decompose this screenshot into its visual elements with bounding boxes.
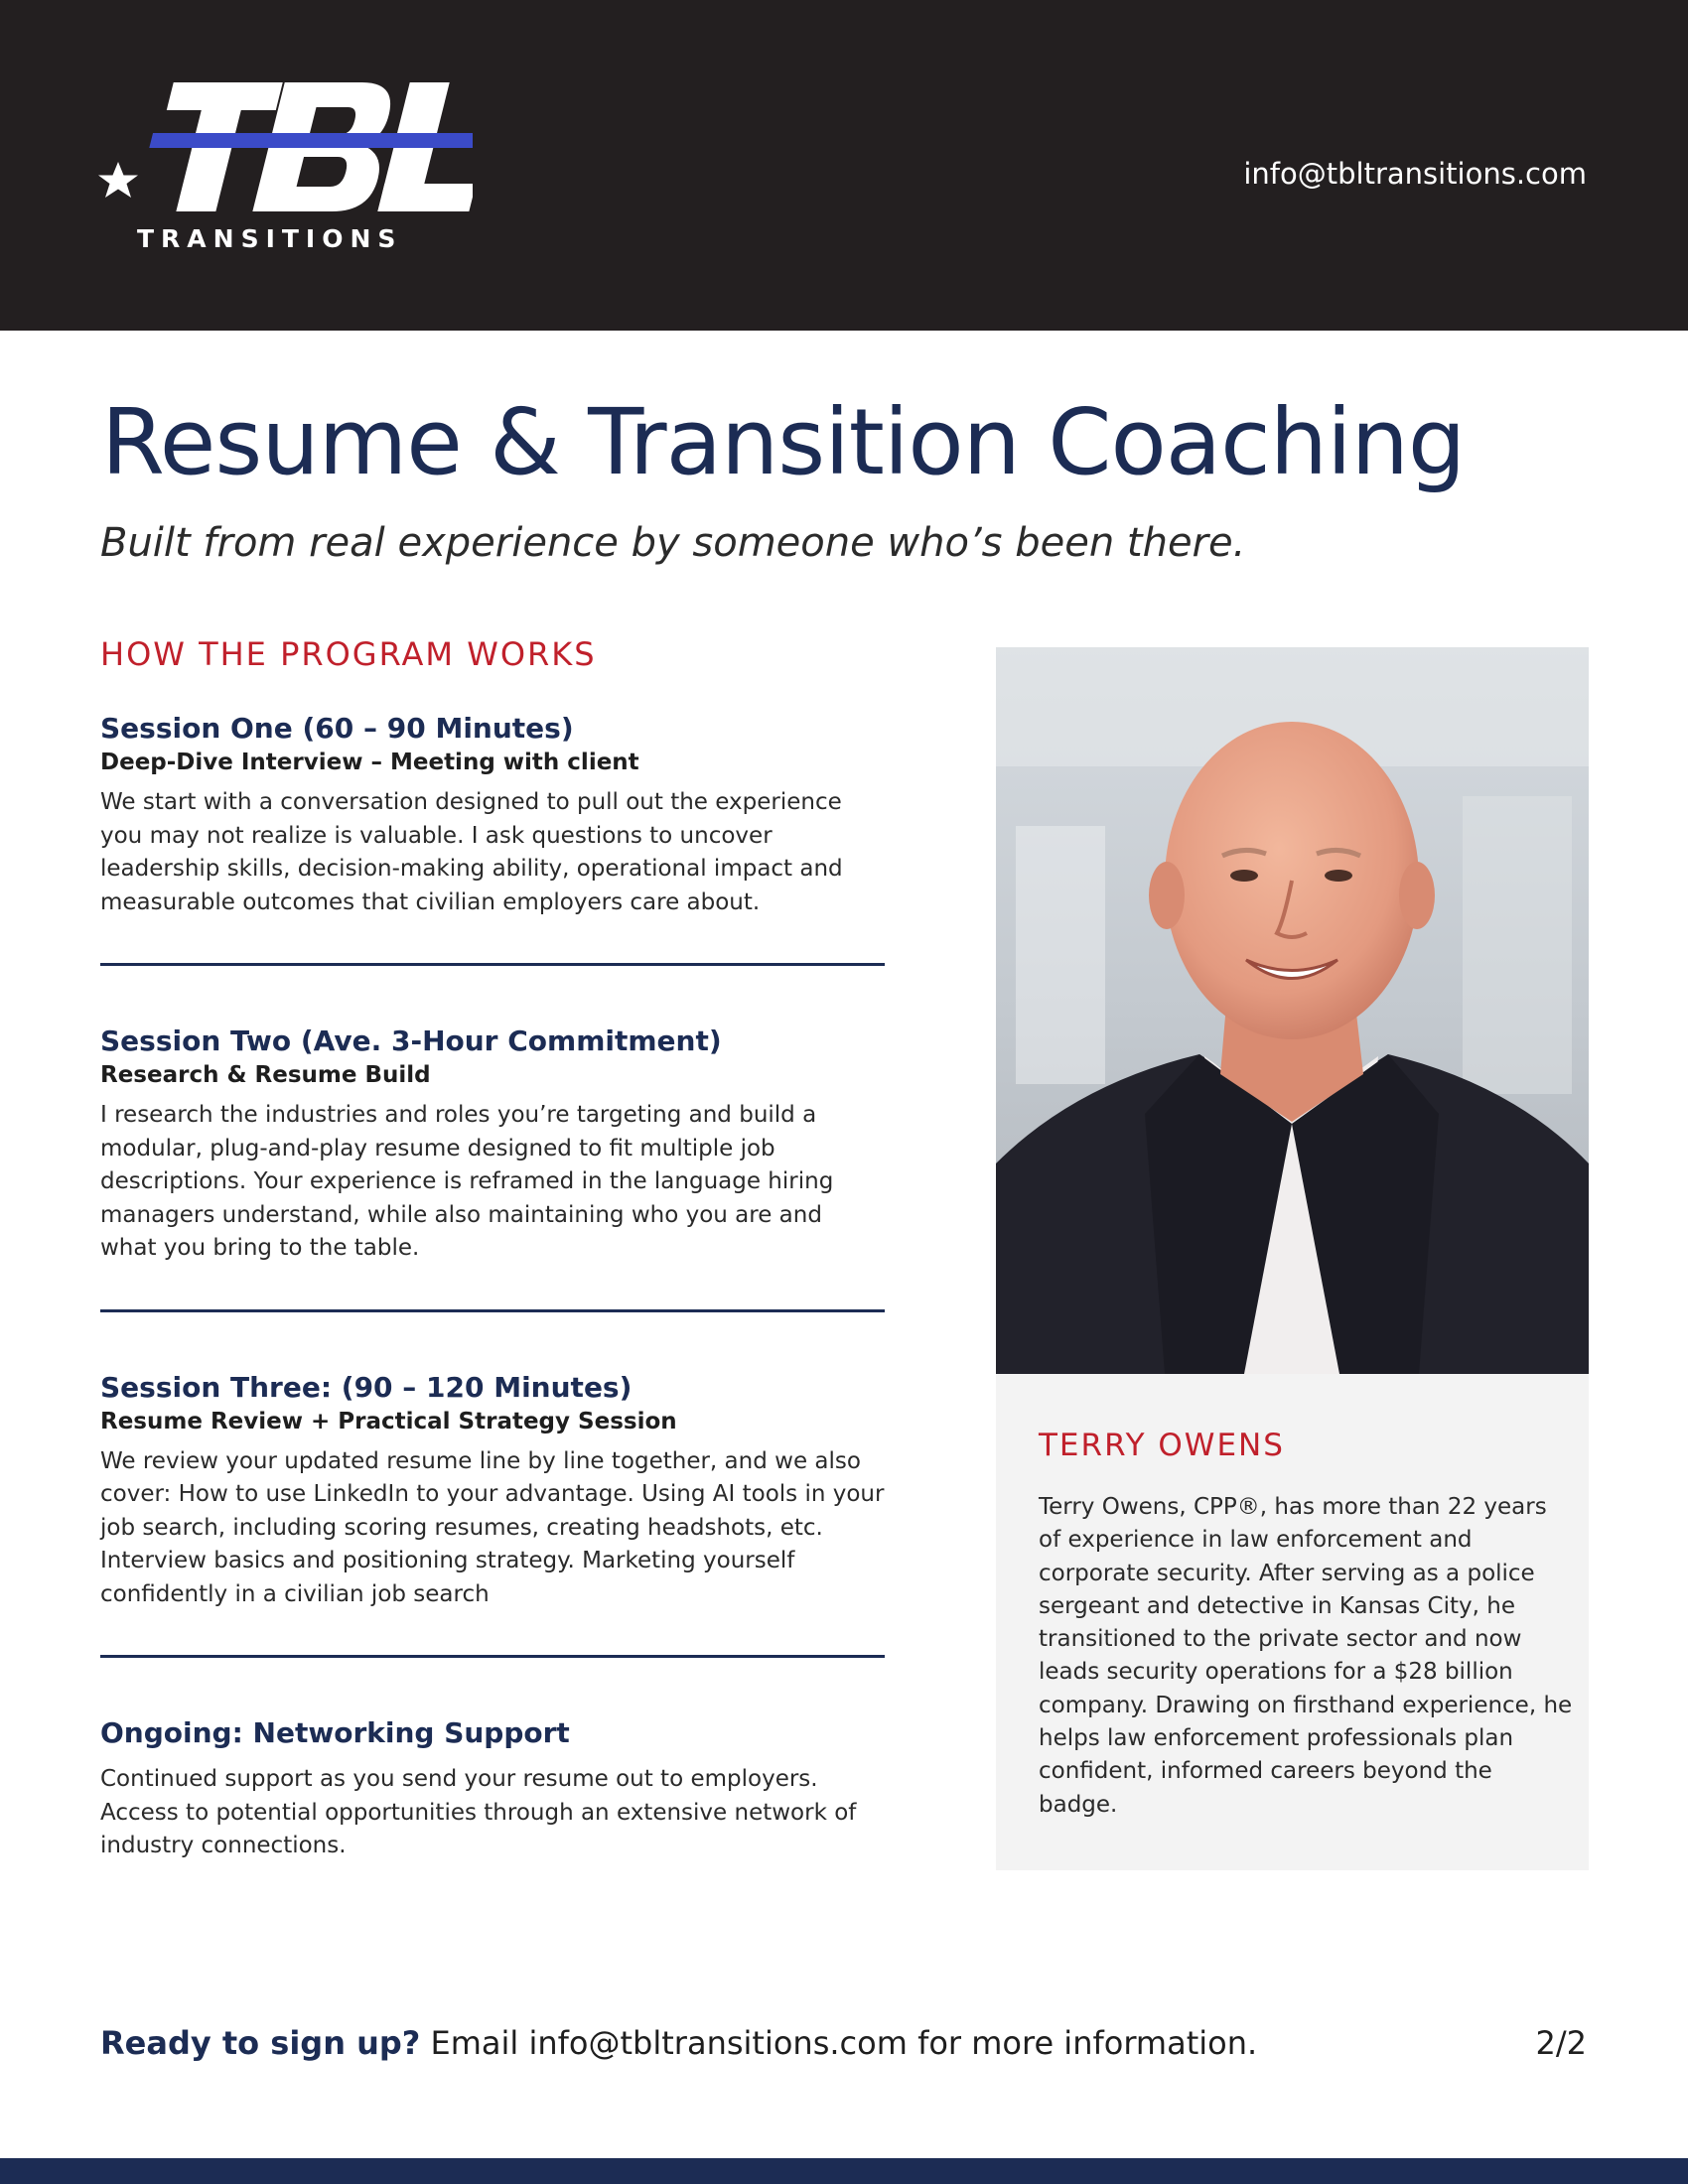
program-heading: HOW THE PROGRAM WORKS bbox=[100, 635, 597, 673]
page-title: Resume & Transition Coaching bbox=[101, 389, 1466, 495]
session-two bbox=[100, 1024, 885, 1266]
session-title: Ongoing: Networking Support bbox=[100, 1716, 570, 1749]
session-one bbox=[100, 711, 885, 919]
session-body: I research the industries and roles you’re targeting and build a modular, plug-and-play resume designed to fit multiple job descriptions. Your experience is reframed in the language hiring managers understand, while also maintaining who you are and what you bring to the table. bbox=[100, 1102, 834, 1261]
session-title: Session Three: (90 – 120 Minutes) bbox=[100, 1370, 633, 1404]
session-title: Session One (60 – 90 Minutes) bbox=[100, 712, 574, 745]
header-email-link[interactable]: info@tbltransitions.com bbox=[1243, 157, 1587, 191]
logo-subtext: TRANSITIONS bbox=[137, 224, 403, 253]
logo-mark bbox=[95, 77, 473, 226]
session-body: Continued support as you send your resume out to employers. Access to potential opportunities through an extensive network of industry connections. bbox=[100, 1766, 857, 1858]
session-ongoing bbox=[100, 1715, 885, 1863]
call-to-action bbox=[100, 2024, 1257, 2062]
page-number: 2/2 bbox=[1535, 2024, 1587, 2062]
portrait-illustration bbox=[996, 647, 1589, 1374]
terry-owens-photo bbox=[996, 647, 1589, 1374]
bottom-bar bbox=[0, 2158, 1688, 2184]
session-title: Session Two (Ave. 3-Hour Commitment) bbox=[100, 1024, 722, 1057]
cta-text[interactable]: Email info@tbltransitions.com for more information. bbox=[420, 2024, 1258, 2062]
page-subtitle: Built from real experience by someone who’s been there. bbox=[100, 520, 1246, 566]
bio-card bbox=[996, 1374, 1589, 1870]
section-divider bbox=[100, 1655, 885, 1658]
session-body: We review your updated resume line by line together, and we also cover: How to use LinkedIn to your advantage. Using AI tools in your job search, including scoring resumes, creating headshots, etc. Interview basics and positioning strategy. Marketing yourself confidently in a civilian job search bbox=[100, 1447, 885, 1607]
header-banner bbox=[0, 0, 1688, 331]
cta-heading: Ready to sign up? bbox=[100, 2024, 421, 2062]
session-three bbox=[100, 1370, 885, 1612]
program-column bbox=[100, 635, 885, 1863]
section-divider bbox=[100, 963, 885, 966]
session-subtitle: Deep-Dive Interview – Meeting with client bbox=[100, 750, 639, 775]
section-divider bbox=[100, 1309, 885, 1312]
tbl-transitions-logo bbox=[95, 77, 473, 261]
bio-text: Terry Owens, CPP®, has more than 22 years of experience in law enforcement and corporate security. After serving as a police sergeant and detective in Kansas City, he transitioned to the private sector and now leads security operations for a $28 billion company. Drawing on firsthand experience, he helps law enforcement professionals plan confident, informed careers beyond the badge. bbox=[1039, 1494, 1573, 1818]
star-icon bbox=[98, 162, 138, 198]
session-subtitle: Research & Resume Build bbox=[100, 1062, 431, 1088]
session-body: We start with a conversation designed to pull out the experience you may not realize is valuable. I ask questions to uncover leadership skills, decision-making ability, operational impact and measurable outcomes that civilian employers care about. bbox=[100, 789, 843, 915]
session-subtitle: Resume Review + Practical Strategy Session bbox=[100, 1408, 677, 1434]
bio-name: TERRY OWENS bbox=[1039, 1428, 1285, 1463]
